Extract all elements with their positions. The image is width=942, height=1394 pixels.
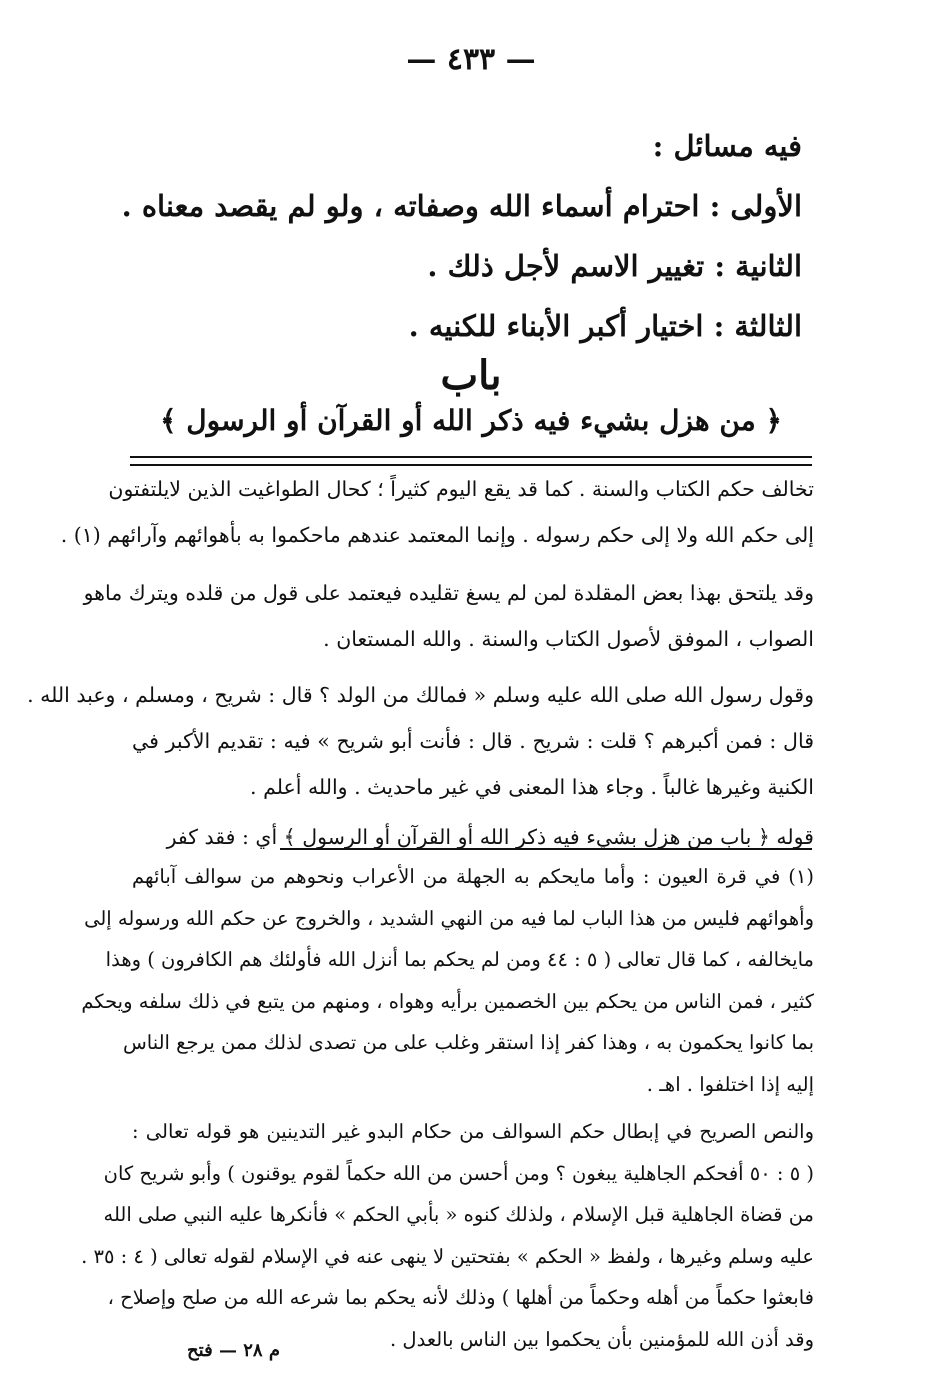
footnote-line: فابعثوا حكماً من أهله وحكماً من أهلها ) وذلك لأنه يحكم بما شرعه الله من صلح وإصلاح ، [107, 1286, 814, 1309]
text-line: إلى حكم الله ولا إلى حكم رسوله . وإنما المعتمد عندهم ماحكموا به بأهوائهم وآرائهم (١) . [60, 523, 814, 547]
text-line: الكنية وغيرها غالباً . وجاء هذا المعنى في غير ماحديث . والله أعلم . [250, 775, 814, 799]
footnote-line: ( ٥ : ٥٠ أفحكم الجاهلية يبغون ؟ ومن أحسن من الله حكماً لقوم يوقنون ) وأبو شريح كان [103, 1161, 814, 1185]
footnote-line: من قضاة الجاهلية قبل الإسلام ، ولذلك كنوه « بأبي الحكم » فأنكرها عليه النبي صلى الله [103, 1203, 814, 1226]
issue-third: الثالثة : اختيار أكبر الأبناء للكنيه . [408, 309, 802, 343]
footnote-line: مايخالفه ، كما قال تعالى ( ٥ : ٤٤ ومن لم يحكم بما أنزل الله فأولئك هم الكافرون ) وهذا [105, 948, 814, 971]
footnote-line: إليه إذا اختلفوا . اهـ . [646, 1072, 814, 1096]
chapter-heading: باب [440, 352, 502, 399]
footnote-line: وأهوائهم فليس من هذا الباب لما فيه من النهي الشديد ، والخروج عن حكم الله ورسوله إلى [84, 906, 814, 930]
issue-first: الأولى : احترام أسماء الله وصفاته ، ولو لم يقصد معناه . [121, 189, 802, 223]
footnote-line: والنص الصريح في إبطال حكم السوالف من حكام البدو غير التدينين هو قوله تعالى : [132, 1120, 814, 1143]
footnotes [81, 856, 814, 1360]
footnote-line: وقد أذن الله للمؤمنين بأن يحكموا بين الناس بالعدل . [390, 1327, 814, 1351]
text-line: الصواب ، الموفق لأصول الكتاب والسنة . والله المستعان . [323, 627, 814, 651]
issues-heading: فيه مسائل : [652, 129, 802, 163]
text-line: وقول رسول الله صلى الله عليه وسلم « فمالك من الولد ؟ قال : شريح ، ومسلم ، وعبد الله . [27, 683, 814, 707]
text-line: تخالف حكم الكتاب والسنة . كما قد يقع اليوم كثيراً ؛ كحال الطواغيت الذين لايلتفتون [108, 477, 814, 501]
issue-second: الثانية : تغيير الاسم لأجل ذلك . [427, 249, 802, 283]
chapter-subtitle: ﴿ من هزل بشيء فيه ذكر الله أو القرآن أو الرسول ﴾ [160, 404, 782, 437]
footnote-line: عليه وسلم وغيرها ، ولفظ « الحكم » بفتحتين لا ينهى عنه في الإسلام لقوله تعالى ( ٤ : ٣٥ . [81, 1244, 814, 1268]
footnote-line: كثير ، فمن الناس من يحكم بين الخصمين برأيه وهواه ، ومنهم من يتبع في ذلك سلفه ويحكم [81, 989, 814, 1013]
printer-signature: م ٢٨ — فتح [187, 1340, 280, 1361]
issues-list [121, 118, 802, 358]
footnote-line: بما كانوا يحكمون به ، وهذا كفر إذا استقر وغلب على من تصدى لذلك ممن يرجع الناس [122, 1031, 814, 1054]
text-line: وقد يلتحق بهذا بعض المقلدة لمن لم يسغ تقليده فيعتمد على قول من قلده ويترك ماهو [83, 581, 814, 605]
footnote-line: (١) في قرة العيون : وأما مايحكم به الجهلة من الأعراب ونحوهم من سوالف آبائهم [132, 865, 814, 888]
footnote-divider [280, 848, 812, 850]
text-line: قوله ﴿ باب من هزل بشيء فيه ذكر الله أو القرآن أو الرسول ﴾ أي : فقد كفر [166, 825, 814, 849]
page-number: — ٤٣٣ — [406, 42, 536, 77]
text-line: قال : فمن أكبرهم ؟ قلت : شريح . قال : فأنت أبو شريح » فيه : تقديم الأكبر في [132, 729, 814, 753]
commentary-divider [130, 456, 812, 466]
commentary-body [27, 466, 814, 860]
